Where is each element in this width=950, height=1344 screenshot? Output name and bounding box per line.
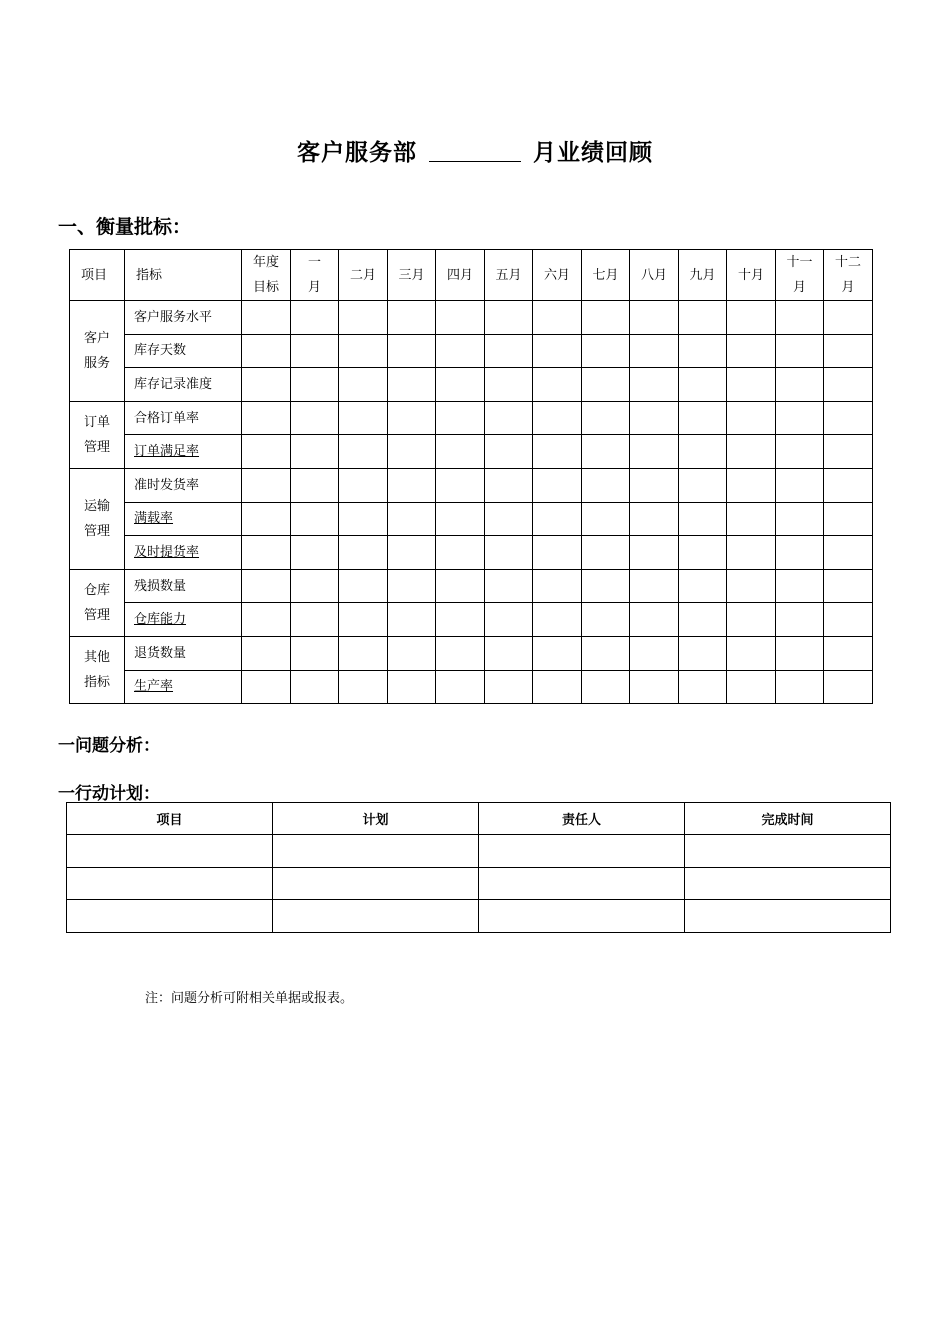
value-cell[interactable] xyxy=(533,301,582,335)
value-cell[interactable] xyxy=(679,670,727,704)
header-indicator: 指标 xyxy=(125,250,242,301)
header-text: 管理 xyxy=(83,439,110,455)
table-row xyxy=(70,569,873,603)
value-cell[interactable] xyxy=(630,502,679,536)
header-text: 年度 xyxy=(252,255,279,270)
table-row xyxy=(70,401,873,435)
value-cell[interactable] xyxy=(776,670,824,704)
value-cell[interactable] xyxy=(339,536,388,570)
header-month-3 xyxy=(388,250,436,301)
value-cell[interactable] xyxy=(727,536,776,570)
table-row xyxy=(67,867,891,900)
value-cell[interactable] xyxy=(679,435,727,469)
table-row xyxy=(70,435,873,469)
metrics-table xyxy=(69,249,873,704)
value-cell[interactable] xyxy=(679,536,727,570)
value-cell[interactable] xyxy=(242,536,291,570)
month-blank-field[interactable] xyxy=(429,141,521,162)
value-cell[interactable] xyxy=(533,502,582,536)
value-cell[interactable] xyxy=(242,670,291,704)
value-cell[interactable] xyxy=(727,435,776,469)
header-text: 六月 xyxy=(543,267,570,283)
indicator-label: 准时发货率 xyxy=(134,477,200,493)
value-cell[interactable] xyxy=(824,670,873,704)
header-month-6 xyxy=(533,250,582,301)
metrics-header-row xyxy=(70,250,873,301)
indicator-label: 生产率 xyxy=(134,679,174,695)
value-cell[interactable] xyxy=(436,636,485,670)
value-cell[interactable] xyxy=(776,368,824,402)
value-cell[interactable] xyxy=(824,569,873,603)
footnote: 注：问题分析可附相关单据或报表。 xyxy=(145,991,354,1006)
value-cell[interactable] xyxy=(339,670,388,704)
value-cell[interactable] xyxy=(630,368,679,402)
value-cell[interactable] xyxy=(582,301,630,335)
table-row xyxy=(70,368,873,402)
value-cell[interactable] xyxy=(533,670,582,704)
value-cell[interactable] xyxy=(339,636,388,670)
value-cell[interactable] xyxy=(436,603,485,637)
value-cell[interactable] xyxy=(242,401,291,435)
value-cell[interactable] xyxy=(436,468,485,502)
value-cell[interactable] xyxy=(630,435,679,469)
value-cell[interactable] xyxy=(776,636,824,670)
value-cell[interactable] xyxy=(436,401,485,435)
indicator-cell xyxy=(125,636,242,670)
header-text: 三月 xyxy=(398,267,425,283)
table-row xyxy=(70,334,873,368)
value-cell[interactable] xyxy=(388,368,436,402)
indicator-cell xyxy=(125,368,242,402)
value-cell[interactable] xyxy=(485,368,533,402)
value-cell[interactable] xyxy=(776,536,824,570)
header-project: 项目 xyxy=(70,250,125,301)
plan-header-cell: 责任人 xyxy=(479,803,685,835)
header-month-7 xyxy=(582,250,630,301)
plan-cell[interactable] xyxy=(67,867,273,900)
value-cell[interactable] xyxy=(630,670,679,704)
value-cell[interactable] xyxy=(485,502,533,536)
value-cell[interactable] xyxy=(485,334,533,368)
category-cell xyxy=(70,301,125,402)
value-cell[interactable] xyxy=(242,468,291,502)
value-cell[interactable] xyxy=(291,468,339,502)
value-cell[interactable] xyxy=(339,603,388,637)
header-text: 十月 xyxy=(737,267,764,283)
value-cell[interactable] xyxy=(291,569,339,603)
value-cell[interactable] xyxy=(339,301,388,335)
header-text: 五月 xyxy=(495,267,522,283)
indicator-cell xyxy=(125,536,242,570)
header-text: 订单 xyxy=(83,414,110,430)
header-text: 月 xyxy=(307,280,321,295)
value-cell[interactable] xyxy=(727,301,776,335)
value-cell[interactable] xyxy=(388,670,436,704)
header-text: 月 xyxy=(841,280,855,295)
header-month-10 xyxy=(727,250,776,301)
value-cell[interactable] xyxy=(291,401,339,435)
value-cell[interactable] xyxy=(630,401,679,435)
value-cell[interactable] xyxy=(388,435,436,469)
plan-cell[interactable] xyxy=(67,835,273,868)
value-cell[interactable] xyxy=(339,401,388,435)
table-row xyxy=(70,502,873,536)
value-cell[interactable] xyxy=(388,536,436,570)
plan-header-cell: 计划 xyxy=(273,803,479,835)
plan-header-cell: 完成时间 xyxy=(685,803,891,835)
plan-cell[interactable] xyxy=(273,900,479,933)
value-cell[interactable] xyxy=(630,536,679,570)
header-text: 指标 xyxy=(83,675,110,691)
value-cell[interactable] xyxy=(388,334,436,368)
value-cell[interactable] xyxy=(339,502,388,536)
value-cell[interactable] xyxy=(776,435,824,469)
header-month-5 xyxy=(485,250,533,301)
value-cell[interactable] xyxy=(824,603,873,637)
value-cell[interactable] xyxy=(388,569,436,603)
value-cell[interactable] xyxy=(582,435,630,469)
value-cell[interactable] xyxy=(679,603,727,637)
plan-cell[interactable] xyxy=(273,835,479,868)
plan-cell[interactable] xyxy=(67,900,273,933)
indicator-label: 退货数量 xyxy=(134,645,187,661)
value-cell[interactable] xyxy=(388,301,436,335)
section-metrics-heading: 一、衡量批标： xyxy=(58,216,192,238)
value-cell[interactable] xyxy=(679,301,727,335)
value-cell[interactable] xyxy=(630,603,679,637)
value-cell[interactable] xyxy=(436,536,485,570)
value-cell[interactable] xyxy=(582,569,630,603)
indicator-cell xyxy=(125,468,242,502)
value-cell[interactable] xyxy=(242,334,291,368)
value-cell[interactable] xyxy=(582,636,630,670)
value-cell[interactable] xyxy=(388,636,436,670)
value-cell[interactable] xyxy=(485,569,533,603)
header-month-1 xyxy=(291,250,339,301)
value-cell[interactable] xyxy=(436,435,485,469)
indicator-label: 残损数量 xyxy=(134,578,187,594)
value-cell[interactable] xyxy=(485,468,533,502)
value-cell[interactable] xyxy=(291,334,339,368)
category-cell xyxy=(70,468,125,569)
value-cell[interactable] xyxy=(679,636,727,670)
value-cell[interactable] xyxy=(679,334,727,368)
value-cell[interactable] xyxy=(776,569,824,603)
value-cell[interactable] xyxy=(824,502,873,536)
value-cell[interactable] xyxy=(291,368,339,402)
value-cell[interactable] xyxy=(388,468,436,502)
value-cell[interactable] xyxy=(242,502,291,536)
value-cell[interactable] xyxy=(679,368,727,402)
title-prefix: 客户服务部 xyxy=(297,140,417,166)
indicator-label: 合格订单率 xyxy=(134,410,200,426)
header-text: 九月 xyxy=(689,267,716,283)
table-row xyxy=(67,835,891,868)
value-cell[interactable] xyxy=(776,468,824,502)
value-cell[interactable] xyxy=(582,368,630,402)
value-cell[interactable] xyxy=(727,502,776,536)
header-month-12 xyxy=(824,250,873,301)
value-cell[interactable] xyxy=(679,502,727,536)
title-suffix: 月业绩回顾 xyxy=(533,140,653,166)
plan-cell[interactable] xyxy=(273,867,479,900)
value-cell[interactable] xyxy=(339,334,388,368)
header-month-8 xyxy=(630,250,679,301)
header-text: 一 xyxy=(307,255,321,270)
value-cell[interactable] xyxy=(533,435,582,469)
value-cell[interactable] xyxy=(727,670,776,704)
value-cell[interactable] xyxy=(533,401,582,435)
table-row xyxy=(70,536,873,570)
value-cell[interactable] xyxy=(436,368,485,402)
category-cell xyxy=(70,569,125,636)
value-cell[interactable] xyxy=(485,401,533,435)
value-cell[interactable] xyxy=(533,569,582,603)
header-text: 其他 xyxy=(83,650,110,666)
plan-cell[interactable] xyxy=(479,867,685,900)
value-cell[interactable] xyxy=(339,368,388,402)
value-cell[interactable] xyxy=(242,569,291,603)
header-text: 仓库 xyxy=(83,582,110,598)
value-cell[interactable] xyxy=(242,603,291,637)
header-text: 管理 xyxy=(83,607,110,623)
value-cell[interactable] xyxy=(291,301,339,335)
header-text: 八月 xyxy=(640,267,667,283)
value-cell[interactable] xyxy=(582,502,630,536)
value-cell[interactable] xyxy=(533,468,582,502)
value-cell[interactable] xyxy=(824,435,873,469)
value-cell[interactable] xyxy=(679,468,727,502)
value-cell[interactable] xyxy=(533,368,582,402)
value-cell[interactable] xyxy=(776,301,824,335)
category-cell xyxy=(70,401,125,468)
indicator-cell xyxy=(125,334,242,368)
header-month-9 xyxy=(679,250,727,301)
value-cell[interactable] xyxy=(776,603,824,637)
value-cell[interactable] xyxy=(679,401,727,435)
value-cell[interactable] xyxy=(630,636,679,670)
value-cell[interactable] xyxy=(242,435,291,469)
header-text: 十二 xyxy=(834,255,861,270)
plan-header-row xyxy=(67,803,891,835)
value-cell[interactable] xyxy=(436,670,485,704)
indicator-label: 客户服务水平 xyxy=(134,309,213,325)
value-cell[interactable] xyxy=(582,603,630,637)
plan-cell[interactable] xyxy=(685,900,891,933)
header-text: 客户 xyxy=(83,330,110,346)
value-cell[interactable] xyxy=(824,334,873,368)
table-row xyxy=(70,468,873,502)
value-cell[interactable] xyxy=(291,636,339,670)
value-cell[interactable] xyxy=(582,401,630,435)
value-cell[interactable] xyxy=(776,502,824,536)
indicator-cell xyxy=(125,435,242,469)
action-plan-table xyxy=(66,802,891,933)
value-cell[interactable] xyxy=(582,536,630,570)
indicator-cell xyxy=(125,569,242,603)
value-cell[interactable] xyxy=(533,636,582,670)
value-cell[interactable] xyxy=(824,401,873,435)
value-cell[interactable] xyxy=(436,334,485,368)
value-cell[interactable] xyxy=(582,468,630,502)
value-cell[interactable] xyxy=(291,536,339,570)
header-month-4 xyxy=(436,250,485,301)
value-cell[interactable] xyxy=(776,401,824,435)
plan-cell[interactable] xyxy=(685,835,891,868)
value-cell[interactable] xyxy=(679,569,727,603)
indicator-cell xyxy=(125,502,242,536)
value-cell[interactable] xyxy=(533,334,582,368)
section-analysis-heading: 一问题分析： xyxy=(58,736,160,756)
value-cell[interactable] xyxy=(776,334,824,368)
page-title xyxy=(0,134,950,167)
indicator-label: 仓库能力 xyxy=(134,612,187,628)
value-cell[interactable] xyxy=(388,401,436,435)
value-cell[interactable] xyxy=(824,368,873,402)
value-cell[interactable] xyxy=(242,301,291,335)
category-cell xyxy=(70,636,125,703)
value-cell[interactable] xyxy=(485,301,533,335)
table-row xyxy=(70,603,873,637)
header-month-2 xyxy=(339,250,388,301)
indicator-label: 订单满足率 xyxy=(134,444,200,460)
value-cell[interactable] xyxy=(582,670,630,704)
value-cell[interactable] xyxy=(388,502,436,536)
value-cell[interactable] xyxy=(339,468,388,502)
value-cell[interactable] xyxy=(582,334,630,368)
value-cell[interactable] xyxy=(727,603,776,637)
plan-cell[interactable] xyxy=(685,867,891,900)
header-text: 十一 xyxy=(786,255,813,270)
section-action-heading: 一行动计划： xyxy=(58,784,160,804)
plan-cell[interactable] xyxy=(479,900,685,933)
table-row xyxy=(70,301,873,335)
value-cell[interactable] xyxy=(485,435,533,469)
header-text: 月 xyxy=(792,280,806,295)
value-cell[interactable] xyxy=(727,368,776,402)
value-cell[interactable] xyxy=(485,636,533,670)
header-text: 运输 xyxy=(83,498,110,514)
value-cell[interactable] xyxy=(291,435,339,469)
table-row xyxy=(67,900,891,933)
header-text: 二月 xyxy=(349,267,376,283)
value-cell[interactable] xyxy=(824,636,873,670)
value-cell[interactable] xyxy=(242,636,291,670)
indicator-cell xyxy=(125,301,242,335)
value-cell[interactable] xyxy=(727,401,776,435)
value-cell[interactable] xyxy=(727,334,776,368)
value-cell[interactable] xyxy=(291,502,339,536)
value-cell[interactable] xyxy=(727,636,776,670)
value-cell[interactable] xyxy=(485,670,533,704)
header-text: 四月 xyxy=(446,267,473,283)
header-text: 管理 xyxy=(83,523,110,539)
value-cell[interactable] xyxy=(630,334,679,368)
header-text: 七月 xyxy=(592,267,619,283)
plan-header-cell: 项目 xyxy=(67,803,273,835)
table-row xyxy=(70,636,873,670)
header-annual-target xyxy=(242,250,291,301)
value-cell[interactable] xyxy=(339,435,388,469)
value-cell[interactable] xyxy=(436,569,485,603)
indicator-label: 库存天数 xyxy=(134,343,187,359)
value-cell[interactable] xyxy=(339,569,388,603)
value-cell[interactable] xyxy=(727,569,776,603)
value-cell[interactable] xyxy=(485,536,533,570)
value-cell[interactable] xyxy=(533,536,582,570)
value-cell[interactable] xyxy=(533,603,582,637)
value-cell[interactable] xyxy=(824,468,873,502)
indicator-cell xyxy=(125,603,242,637)
value-cell[interactable] xyxy=(824,536,873,570)
value-cell[interactable] xyxy=(436,301,485,335)
value-cell[interactable] xyxy=(630,468,679,502)
indicator-label: 及时提货率 xyxy=(134,544,200,560)
value-cell[interactable] xyxy=(388,603,436,637)
indicator-label: 库存记录准度 xyxy=(134,376,213,392)
indicator-label: 满载率 xyxy=(134,511,174,527)
indicator-cell xyxy=(125,401,242,435)
value-cell[interactable] xyxy=(727,468,776,502)
header-text: 目标 xyxy=(252,280,279,295)
header-month-11 xyxy=(776,250,824,301)
value-cell[interactable] xyxy=(436,502,485,536)
value-cell[interactable] xyxy=(291,603,339,637)
plan-cell[interactable] xyxy=(479,835,685,868)
value-cell[interactable] xyxy=(630,569,679,603)
header-text: 服务 xyxy=(83,355,110,371)
table-row xyxy=(70,670,873,704)
indicator-cell xyxy=(125,670,242,704)
value-cell[interactable] xyxy=(630,301,679,335)
value-cell[interactable] xyxy=(824,301,873,335)
value-cell[interactable] xyxy=(485,603,533,637)
value-cell[interactable] xyxy=(242,368,291,402)
value-cell[interactable] xyxy=(291,670,339,704)
